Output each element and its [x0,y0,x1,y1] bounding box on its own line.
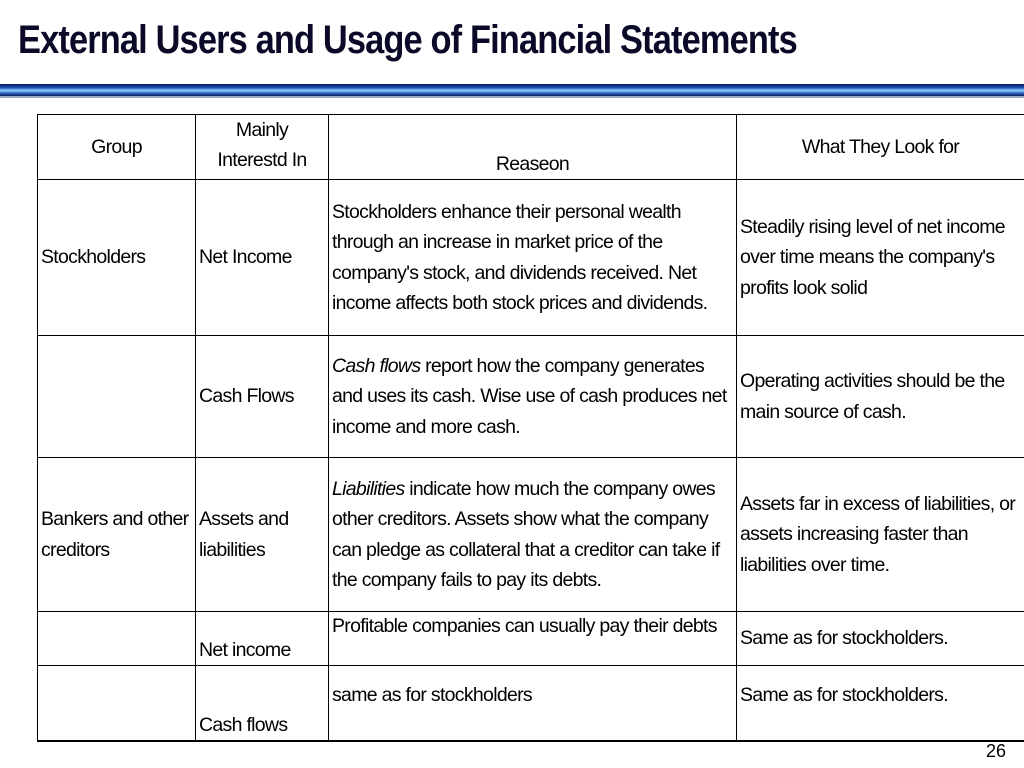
header-reason: Reaseon [329,115,737,180]
cell-interest: Cash Flows [196,336,329,458]
reason-text: Stockholders enhance their personal wealth through an increase in market price of the company's stock, and dividends received. Net income affects both stock prices and dividends. [332,200,708,314]
header-what-they-look-for: What They Look for [737,115,1024,180]
table-row [38,612,1024,666]
cell-group [38,612,196,666]
reason-text: report how the company generates and uses its cash. Wise use of cash produces net income and more cash. [332,354,727,438]
cell-group: Bankers and other creditors [38,458,196,612]
table-row [38,458,1024,612]
slide-title: External Users and Usage of Financial Statements [18,18,797,62]
reason-text: same as for stockholders [332,684,532,706]
cell-group: Stockholders [38,180,196,336]
reason-text: Profitable companies can usually pay their debts [332,615,717,637]
header-group: Group [38,115,196,180]
page-number: 26 [985,741,1006,761]
header-mainly-interested-in: Mainly Interestd In [196,115,329,180]
table-row [38,666,1024,742]
cell-reason [329,180,737,336]
title-divider-shadow [0,96,1024,98]
table-header-row [38,115,1024,180]
cell-reason [329,458,737,612]
cell-look-for: Operating activities should be the main source of cash. [737,336,1024,458]
cell-reason [329,612,737,666]
cell-look-for: Steadily rising level of net income over time means the company's profits look solid [737,180,1024,336]
cell-group [38,336,196,458]
cell-interest: Net income [196,612,329,666]
cell-look-for: Same as for stockholders. [737,666,1024,742]
cell-group [38,666,196,742]
financial-users-table [37,114,1024,742]
cell-reason [329,336,737,458]
table-row [38,180,1024,336]
cell-interest: Cash flows [196,666,329,742]
cell-interest: Net Income [196,180,329,336]
reason-text: indicate how much the company owes other creditors. Assets show what the company can pledge as collateral that a creditor can take if the company fails to pay its debts. [332,477,720,591]
title-divider-bar [0,84,1024,96]
reason-lead: Cash flows [332,354,421,377]
reason-lead: Liabilities [332,477,405,500]
cell-look-for: Same as for stockholders. [737,612,1024,666]
cell-interest: Assets and liabilities [196,458,329,612]
table-row [38,336,1024,458]
cell-reason [329,666,737,742]
cell-look-for: Assets far in excess of liabilities, or assets increasing faster than liabilities over time. [737,458,1024,612]
